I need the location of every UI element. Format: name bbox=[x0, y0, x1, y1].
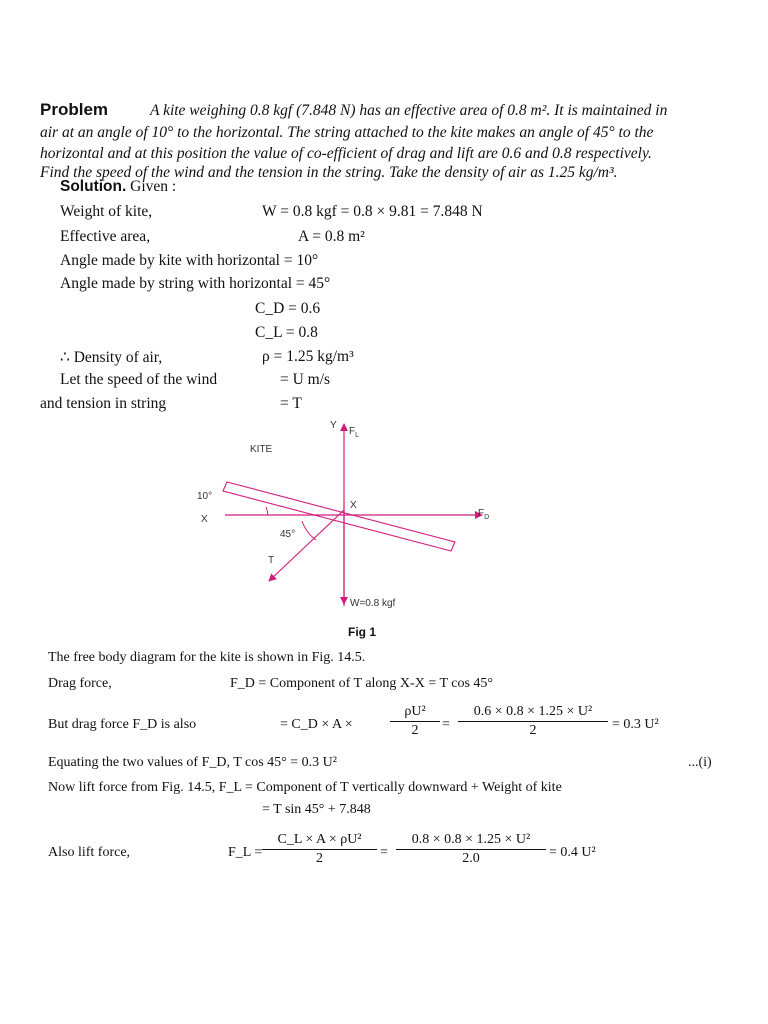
drag-force-label: Drag force, bbox=[48, 676, 112, 691]
given-kite-angle: Angle made by kite with horizontal = 10° bbox=[60, 252, 319, 269]
tension-label: T bbox=[268, 555, 275, 566]
problem-heading: Problem bbox=[40, 100, 109, 119]
tension-arrow bbox=[269, 510, 344, 581]
equals-sign-1: = bbox=[442, 717, 450, 732]
equals-sign-2: = bbox=[380, 845, 388, 860]
given-string-angle: Angle made by string with horizontal = 45° bbox=[60, 275, 331, 292]
given-value-density: ρ = 1.25 kg/m³ bbox=[262, 348, 354, 365]
ten-degree-arc bbox=[266, 507, 268, 515]
lift-line-2: = T sin 45° + 7.848 bbox=[262, 802, 371, 817]
kite-label: KITE bbox=[250, 444, 273, 455]
lift-line: Now lift force from Fig. 14.5, F_L = Component of T vertically downward + Weight of kite bbox=[48, 780, 562, 795]
lift-fraction-1-num: C_L × A × ρU² bbox=[262, 832, 377, 850]
given-label-weight: Weight of kite, bbox=[60, 203, 153, 220]
drag-fraction-1-den: 2 bbox=[411, 723, 419, 738]
equating-line: Equating the two values of F_D, T cos 45° = 0.3 U² bbox=[48, 755, 337, 770]
given-label-density: ∴ Density of air, bbox=[60, 349, 163, 366]
solution-heading-row bbox=[60, 178, 176, 196]
drag-fraction-1 bbox=[390, 704, 440, 739]
kite-body bbox=[223, 482, 455, 551]
y-axis-label: Y bbox=[330, 420, 337, 431]
drag-fraction-2-den: 2 bbox=[529, 723, 537, 738]
body-line-fbd: The free body diagram for the kite is shown in Fig. 14.5. bbox=[48, 650, 366, 665]
problem-line-3: horizontal and at this position the value of co-efficient of drag and lift are 0.6 and 0.8 respectively. bbox=[40, 145, 652, 162]
lift-result: = 0.4 U² bbox=[549, 845, 596, 860]
kite-free-body-diagram bbox=[0, 410, 768, 625]
forty-five-label: 45° bbox=[280, 529, 296, 540]
drag-also-pre: = C_D × A × bbox=[280, 717, 353, 732]
equation-ref: ...(i) bbox=[688, 755, 712, 770]
given-label-tension: and tension in string bbox=[40, 395, 167, 412]
x-left-label: X bbox=[201, 514, 208, 525]
given-cl: C_L = 0.8 bbox=[255, 324, 318, 341]
also-lift-pre: F_L = bbox=[228, 845, 263, 860]
lift-fraction-2-den: 2.0 bbox=[462, 851, 480, 866]
drag-also-label: But drag force F_D is also bbox=[48, 717, 197, 732]
lift-fraction-2-num: 0.8 × 0.8 × 1.25 × U² bbox=[396, 832, 546, 850]
lift-fraction-1-den: 2 bbox=[316, 851, 323, 866]
given-value-speed: = U m/s bbox=[280, 371, 331, 388]
given-value-tension: = T bbox=[280, 395, 302, 412]
drag-label: $F_D$ bbox=[478, 508, 490, 521]
drag-force-value: F_D = Component of T along X-X = T cos 45° bbox=[230, 676, 494, 691]
given-value-area: A = 0.8 m² bbox=[298, 228, 365, 245]
figure-caption: Fig 1 bbox=[348, 625, 377, 639]
weight-label: W=0.8 kgf bbox=[350, 598, 396, 609]
problem-line-4: Find the speed of the wind and the tension in the string. Take the density of air as 1.25 kg/m³. bbox=[40, 164, 618, 181]
given-label-speed: Let the speed of the wind bbox=[60, 371, 218, 388]
given-cd: C_D = 0.6 bbox=[255, 300, 321, 317]
lift-fraction-1 bbox=[262, 832, 377, 867]
solution-heading: Solution. bbox=[60, 178, 127, 195]
drag-fraction-2 bbox=[458, 704, 608, 739]
drag-fraction-1-num: ρU² bbox=[390, 704, 440, 722]
ten-degree-label: 10° bbox=[197, 491, 213, 502]
given-value-weight: W = 0.8 kgf = 0.8 × 9.81 = 7.848 N bbox=[262, 203, 483, 220]
also-lift-label: Also lift force, bbox=[48, 845, 131, 860]
lift-label: $F_L$ bbox=[349, 426, 360, 439]
drag-fraction-2-num: 0.6 × 0.8 × 1.25 × U² bbox=[458, 704, 608, 722]
drag-result: = 0.3 U² bbox=[612, 717, 659, 732]
solution-given: Given : bbox=[130, 178, 177, 195]
problem-line-2: air at an angle of 10° to the horizontal. The string attached to the kite makes an angle of 45° to the bbox=[40, 124, 654, 141]
lift-fraction-2 bbox=[396, 832, 546, 867]
problem-line-1: A kite weighing 0.8 kgf (7.848 N) has an effective area of 0.8 m². It is maintained in bbox=[150, 102, 668, 119]
given-label-area: Effective area, bbox=[60, 228, 151, 245]
forty-five-arc bbox=[302, 521, 316, 540]
x-center-label: X bbox=[350, 500, 357, 511]
